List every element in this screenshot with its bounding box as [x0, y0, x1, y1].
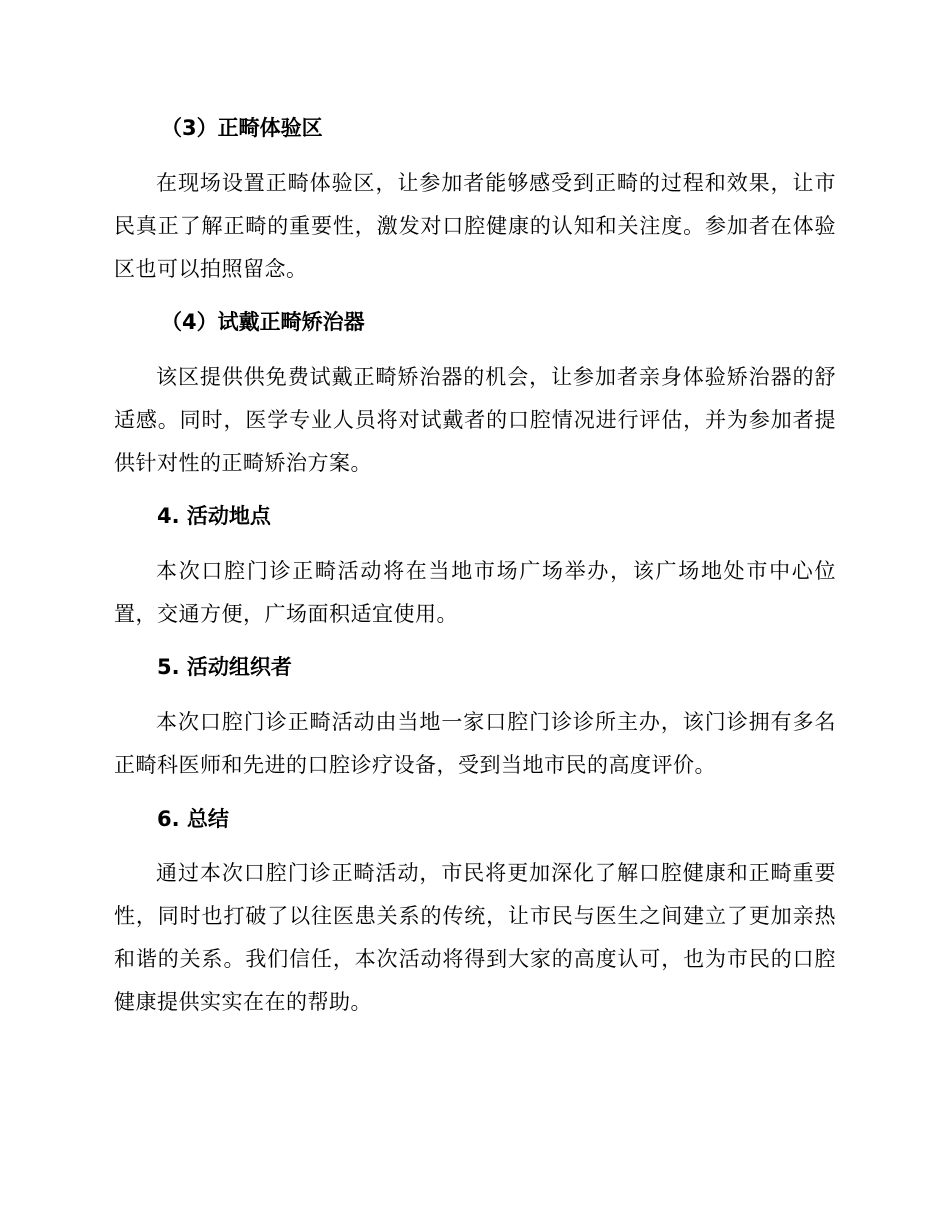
- section-heading-trial-appliance: （4）试戴正畸矫治器: [161, 310, 365, 334]
- section-body-organizer: 本次口腔门诊正畸活动由当地一家口腔门诊诊所主办，该门诊拥有多名正畸科医师和先进的口腔诊疗设备，受到当地市民的高度评价。: [114, 710, 836, 777]
- section-body-experience-zone: 在现场设置正畸体验区，让参加者能够感受到正畸的过程和效果，让市民真正了解正畸的重要性，激发对口腔健康的认知和关注度。参加者在体验区也可以拍照留念。: [114, 171, 836, 281]
- section-heading-summary: 6. 总结: [157, 807, 229, 831]
- section-heading-location: 4. 活动地点: [157, 504, 271, 528]
- section-heading-experience-zone: （3）正畸体验区: [161, 116, 323, 140]
- section-heading-organizer: 5. 活动组织者: [157, 655, 292, 679]
- section-body-summary: 通过本次口腔门诊正畸活动，市民将更加深化了解口腔健康和正畸重要性，同时也打破了以往医患关系的传统，让市民与医生之间建立了更加亲热和谐的关系。我们信任，本次活动将得到大家的高度认可，也为市民的口腔健康提供实实在在的帮助。: [114, 861, 836, 1014]
- section-body-location: 本次口腔门诊正畸活动将在当地市场广场举办，该广场地处市中心位置，交通方便，广场面积适宜使用。: [114, 559, 836, 626]
- section-body-trial-appliance: 该区提供供免费试戴正畸矫治器的机会，让参加者亲身体验矫治器的舒适感。同时，医学专业人员将对试戴者的口腔情况进行评估，并为参加者提供针对性的正畸矫治方案。: [114, 365, 836, 475]
